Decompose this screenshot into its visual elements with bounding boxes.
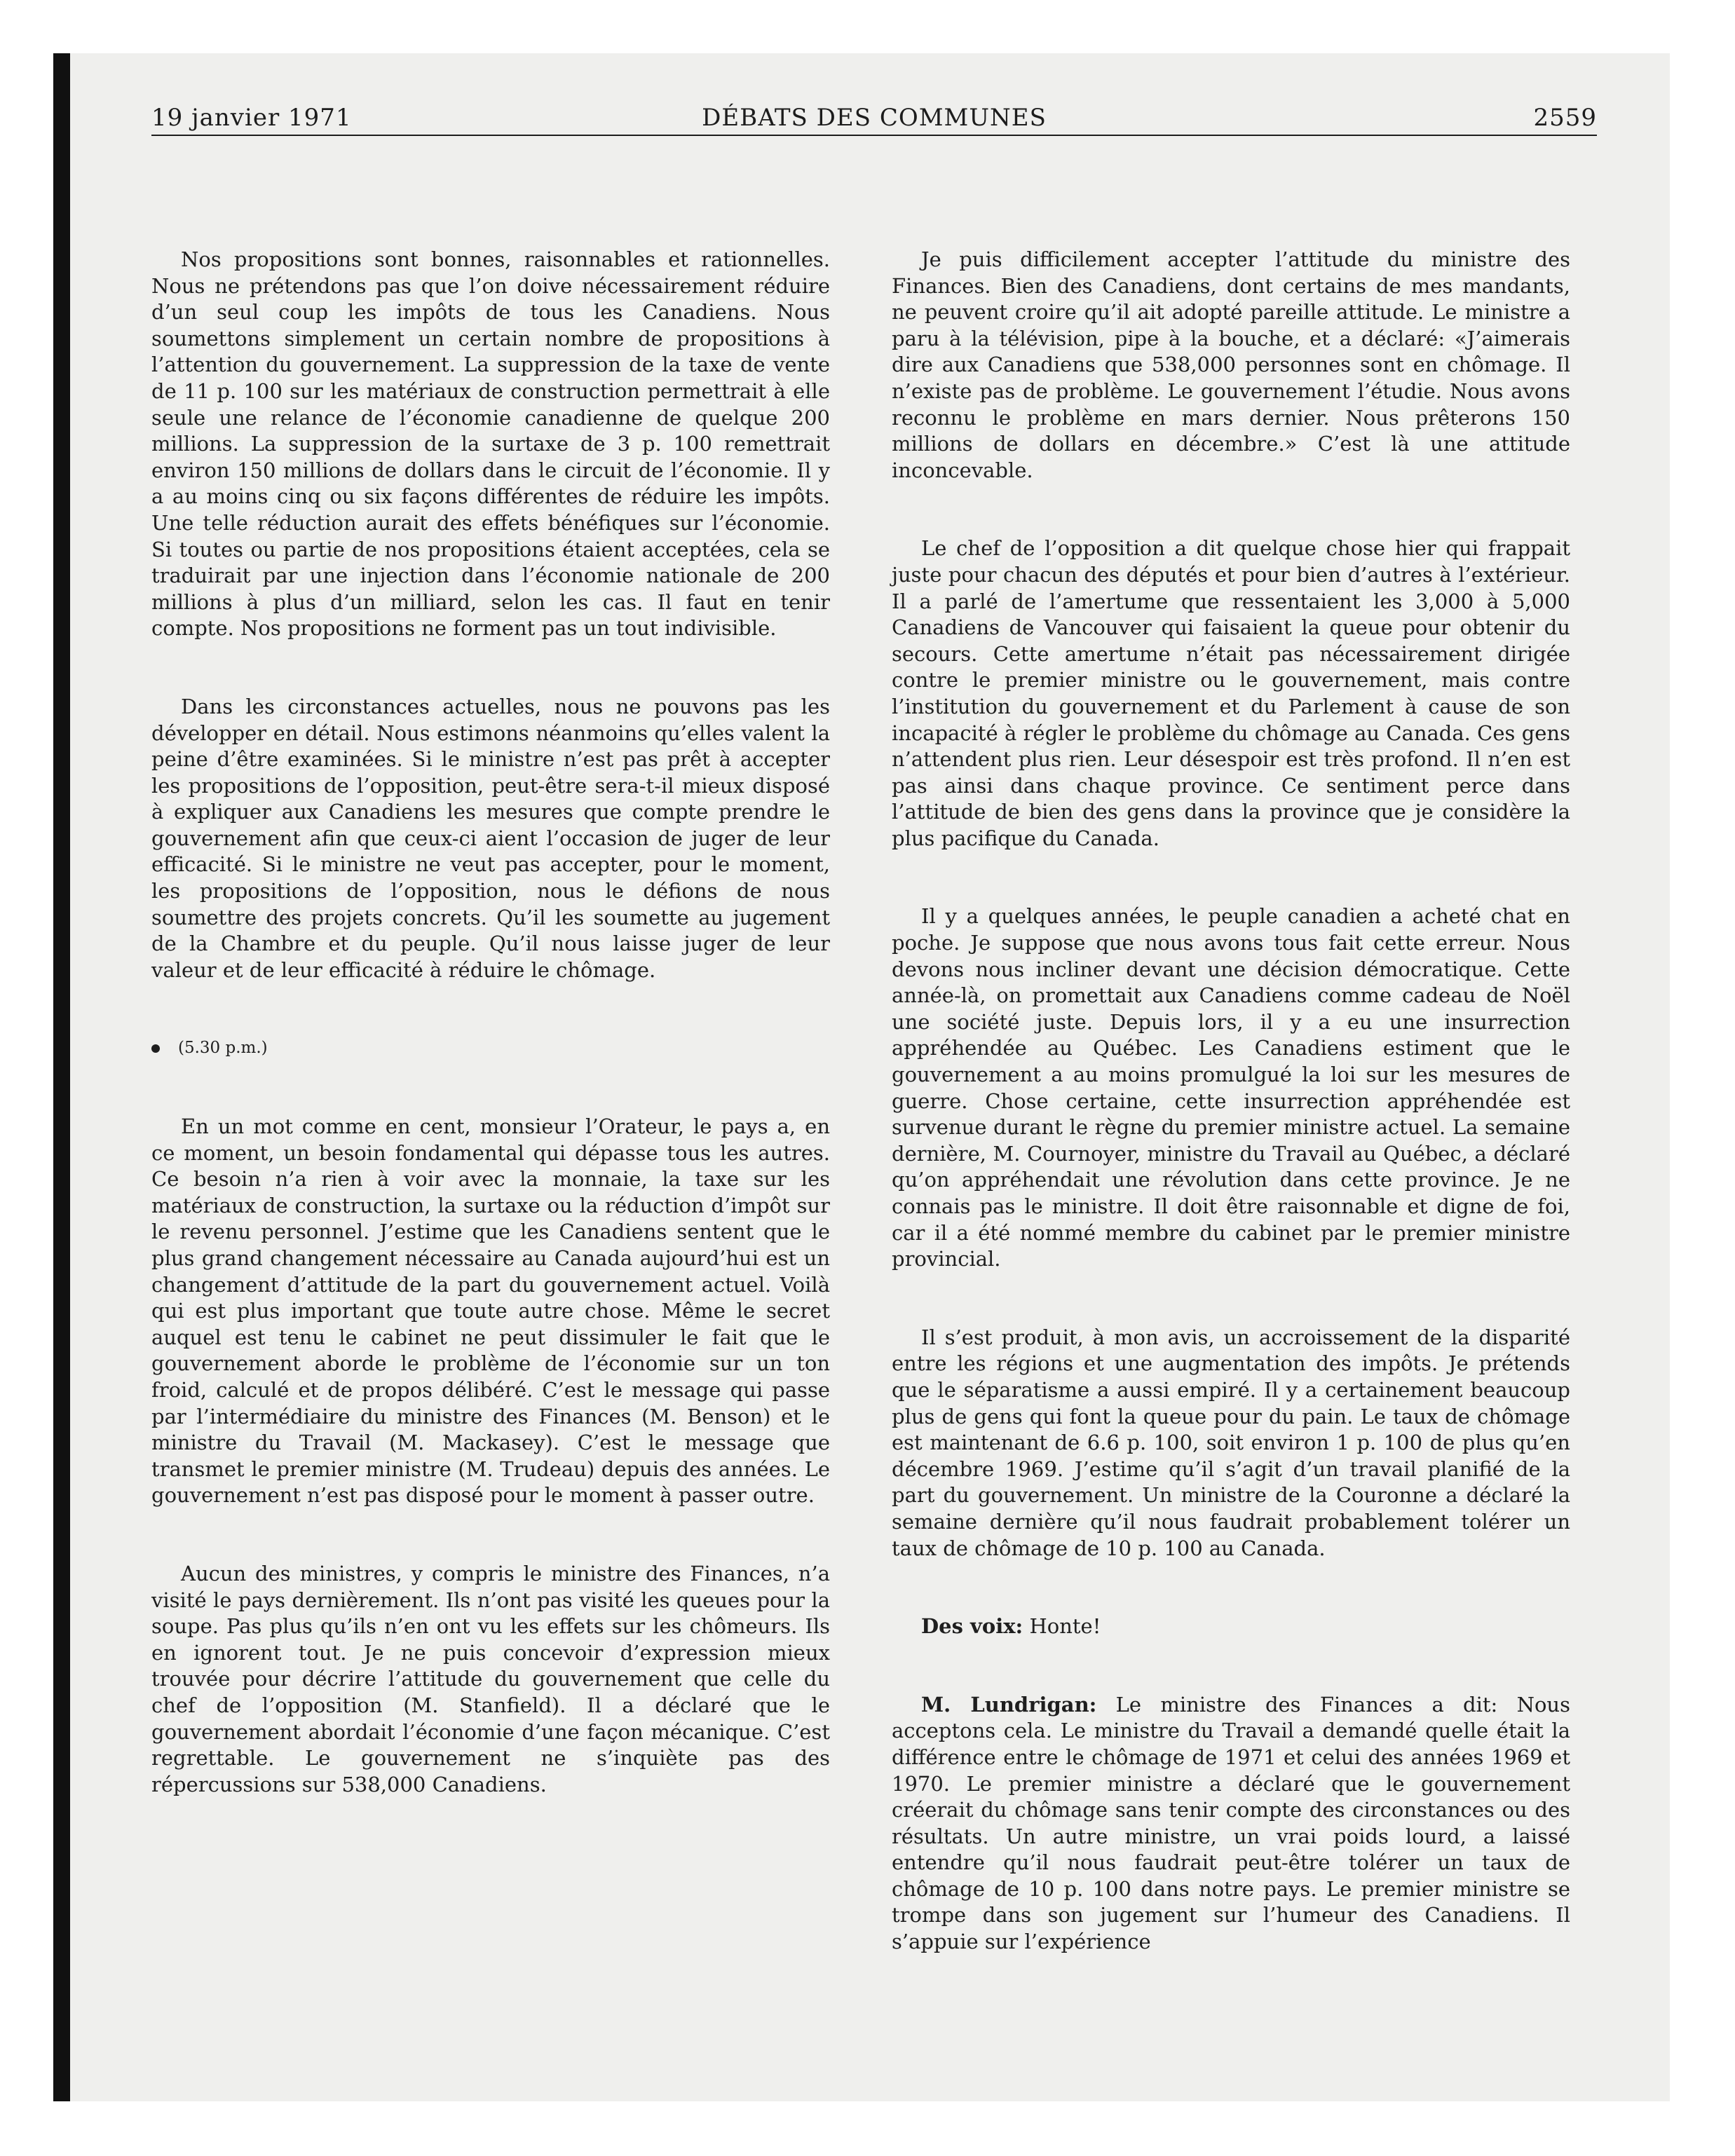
left-column [151, 247, 830, 1850]
paragraph: Il s’est produit, à mon avis, un accroissement de la disparité entre les régions et une augmentation des impôts. Je prétends que le séparatisme a aussi empiré. Il y a certainement beaucoup plus de gens qui font la queue pour du pain. Le taux de chômage est maintenant de 6.6 p. 100, soit environ 1 p. 100 de plus qu’en décembre 1969. J’estime qu’il s’agit d’un travail planifié de la part du gouvernement. Un ministre de la Couronne a déclaré la semaine dernière qu’il nous faudrait probablement tolérer un taux de chômage de 10 p. 100 au Canada. [892, 1325, 1570, 1560]
paragraph: En un mot comme en cent, monsieur l’Orateur, le pays a, en ce moment, un besoin fondamental qui dépasse tous les autres. Ce besoin n’a rien à voir avec la monnaie, la taxe sur les matériaux de construction, la surtaxe ou la réduction d’impôt sur le revenu personnel. J’estime que les Canadiens sentent que le plus grand changement nécessaire au Canada aujourd’hui est un changement d’attitude de la part du gouvernement actuel. Voilà qui est plus important que toute autre chose. Même le secret auquel est tenu le cabinet ne peut dissimuler le fait que le gouvernement aborde le problème de l’économie sur un ton froid, calculé et de propos délibéré. C’est le message qui passe par l’intermédiaire du ministre des Finances (M. Benson) et le ministre du Travail (M. Mackasey). C’est le message que transmet le premier ministre (M. Trudeau) depuis des années. Le gouvernement n’est pas disposé pour le moment à passer outre. [151, 1114, 830, 1508]
header-page-number: 2559 [1533, 104, 1597, 132]
bullet-icon [151, 1044, 160, 1053]
speaker-name: Des voix: [921, 1614, 1023, 1639]
right-column [892, 247, 1570, 2007]
speech-lundrigan [892, 1692, 1570, 1956]
paragraph: Le chef de l’opposition a dit quelque chose hier qui frappait juste pour chacun des députés et pour bien d’autres à l’extérieur. Il a parlé de l’amertume que ressentaient les 3,000 à 5,000 Canadiens de Vancouver qui faisaient la queue pour obtenir du secours. Cette amertume n’était pas nécessairement dirigée contre le premier ministre ou le gouvernement, mais contre l’institution du gouvernement et du Parlement à cause de son incapacité à régler le problème du chômage au Canada. Ces gens n’attendent plus rien. Leur désespoir est très profond. Il n’en est pas ainsi dans chaque province. Ce sentiment perce dans l’attitude de bien des gens dans la province que je considère la plus pacifique du Canada. [892, 536, 1570, 850]
time-marker-text: (5.30 p.m.) [178, 1039, 268, 1058]
speech-voices [892, 1613, 1570, 1640]
speech-text: Le ministre des Finances a dit: Nous acceptons cela. Le ministre du Travail a demandé quelle était la différence entre le chômage de 1971 et celui des années 1969 et 1970. Le premier ministre a déclaré que le gouvernement créerait du chômage sans tenir compte des circonstances ou des résultats. Un autre ministre, un vrai poids lourd, a laissé entendre qu’il nous faudrait peut-être tolérer un taux de chômage de 10 p. 100 dans notre pays. Le premier ministre se trompe dans son jugement sur l’humeur des Canadiens. Il s’appuie sur l’expérience [892, 1692, 1570, 1954]
time-marker [151, 1035, 830, 1062]
paragraph: Nos propositions sont bonnes, raisonnables et rationnelles. Nous ne prétendons pas que l’on doive nécessairement réduire d’un seul coup les impôts de tous les Canadiens. Nous soumettons simplement un certain nombre de propositions à l’attention du gouvernement. La suppression de la taxe de vente de 11 p. 100 sur les matériaux de construction permettrait à elle seule une relance de l’économie canadienne de quelque 200 millions. La suppression de la surtaxe de 3 p. 100 remettrait environ 150 millions de dollars dans le circuit de l’économie. Il y a au moins cinq ou six façons différentes de réduire les impôts. Une telle réduction aurait des effets bénéfiques sur l’économie. Si toutes ou partie de nos propositions étaient acceptées, cela se traduirait par une injection dans l’économie nationale de 200 millions à plus d’un milliard, selon les cas. Il faut en tenir compte. Nos propositions ne forment pas un tout indivisible. [151, 247, 830, 641]
header-title: DÉBATS DES COMMUNES [702, 104, 1047, 132]
speech-text: Honte! [1029, 1614, 1101, 1639]
page-header [151, 101, 1597, 136]
paragraph: Il y a quelques années, le peuple canadien a acheté chat en poche. Je suppose que nous avons tous fait cette erreur. Nous devons nous incliner devant une décision démocratique. Cette année-là, on promettait aux Canadiens comme cadeau de Noël une société juste. Depuis lors, il y a eu une insurrection appréhendée au Québec. Les Canadiens estiment que le gouvernement a au moins promulgué la loi sur les mesures de guerre. Chose certaine, cette insurrection appréhendée est survenue durant le règne du premier ministre actuel. La semaine dernière, M. Cournoyer, ministre du Travail au Québec, a déclaré qu’on appréhendait une révolution dans cette province. Je ne connais pas le ministre. Il doit être raisonnable et digne de foi, car il a été nommé membre du cabinet par le premier ministre provincial. [892, 904, 1570, 1271]
paragraph: Dans les circonstances actuelles, nous ne pouvons pas les développer en détail. Nous estimons néanmoins qu’elles valent la peine d’être examinées. Si le ministre n’est pas prêt à accepter les propositions de l’opposition, peut-être sera-t-il mieux disposé à expliquer aux Canadiens les mesures que compte prendre le gouvernement afin que ceux-ci aient l’occasion de juger de leur efficacité. Si le ministre ne veut pas accepter, pour le moment, les propositions de l’opposition, nous le défions de nous soumettre des projets concrets. Qu’il les soumette au jugement de la Chambre et du peuple. Qu’il nous laisse juger de leur valeur et de leur efficacité à réduire le chômage. [151, 694, 830, 982]
paragraph: Aucun des ministres, y compris le ministre des Finances, n’a visité le pays dernièrement. Ils n’ont pas visité les queues pour la soupe. Pas plus qu’ils n’en ont vu les effets sur les chômeurs. Ils en ignorent tout. Je ne puis concevoir d’expression mieux trouvée pour décrire l’attitude du gouvernement que celle du chef de l’opposition (M. Stanfield). Il a déclaré que le gouvernement abordait l’économie d’une façon mécanique. C’est regrettable. Le gouvernement ne s’inquiète pas des répercussions sur 538,000 Canadiens. [151, 1561, 830, 1796]
header-date: 19 janvier 1971 [151, 104, 352, 132]
speaker-name: M. Lundrigan: [921, 1692, 1097, 1717]
paragraph: Je puis difficilement accepter l’attitude du ministre des Finances. Bien des Canadiens, dont certains de mes mandants, ne peuvent croire qu’il ait adopté pareille attitude. Le ministre a paru à la télévision, pipe à la bouche, et a déclaré: «J’aimerais dire aux Canadiens que 538,000 personnes sont en chômage. Il n’existe pas de problème. Le gouvernement l’étudie. Nous avons reconnu le problème en mars dernier. Nous prêterons 150 millions de dollars en décembre.» C’est là une attitude inconcevable. [892, 247, 1570, 482]
